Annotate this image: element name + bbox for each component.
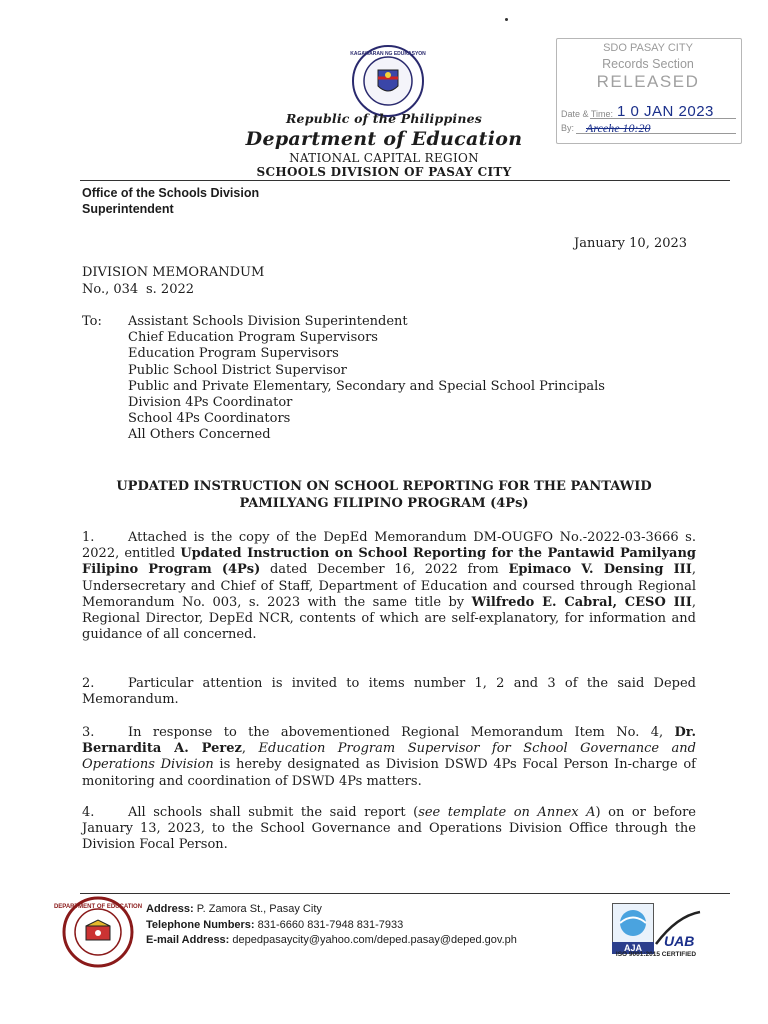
paragraph-text: All schools shall submit the said report (	[128, 805, 419, 820]
paragraph-text: , Regional Director, DepEd NCR, contents of which are self-explanatory, for information and guidance of all concerned.	[82, 594, 696, 643]
recipient-item: Public School District Supervisor	[128, 362, 347, 378]
recipient-item: Chief Education Program Supervisors	[128, 330, 378, 346]
recipient-item: Public and Private Elementary, Secondary and Special School Principals	[128, 378, 605, 394]
stamp-office: SDO PASAY CITY	[603, 42, 693, 54]
iso-certification: ISO 9001:2015 CERTIFIED	[615, 951, 697, 958]
stamp-status: RELEASED	[596, 72, 700, 91]
paragraph-text: dated December 16, 2022 from	[260, 562, 509, 578]
stamp-date-line	[590, 118, 736, 119]
paragraph-text: ) on or before January 13, 2023, to the School Governance and Operations Division Office through the Division Focal Person.	[82, 805, 696, 853]
paragraph-number: 1.	[82, 530, 95, 545]
memo-number: No., 034	[82, 282, 139, 297]
paragraph-italic: Education Program Supervisor for School Governance and Operations Division	[82, 741, 696, 773]
office-name: Office of the Schools Division Superintendent	[82, 186, 260, 216]
recipient-item: Education Program Supervisors	[128, 346, 339, 362]
footer-address-line	[146, 902, 517, 918]
footer-email-line	[146, 933, 517, 949]
paragraph-text: ,	[241, 741, 259, 757]
header-republic: Republic of the Philippines	[285, 111, 483, 126]
footer-address: P. Zamora St., Pasay City	[196, 903, 322, 915]
stamp-date-value: 1 0 JAN 2023	[617, 103, 714, 120]
paragraph-text: , Undersecretary and Chief of Staff, Department of Education and coursed through Regional Memorandum No. 003, s. 2023 with the same title by	[82, 562, 696, 610]
paragraph-2	[82, 676, 696, 708]
footer-email-label: E-mail Address:	[146, 934, 230, 946]
paragraph-bold: Epimaco V. Densing III	[508, 562, 692, 578]
recipient-item: All Others Concerned	[128, 427, 271, 443]
deped-pasay-seal-icon	[53, 896, 143, 968]
svg-text:KAGAWARAN NG EDUKASYON: KAGAWARAN NG EDUKASYON	[350, 51, 426, 57]
scan-speck	[505, 18, 508, 21]
footer-phone-line	[146, 918, 517, 934]
uab-logo-icon	[652, 906, 702, 952]
memo-date: January 10, 2023	[574, 236, 688, 251]
footer-address-label: Address:	[146, 903, 194, 915]
memo-number-line	[82, 281, 264, 298]
footer-phone: 831-6660 831-7948 831-7933	[257, 918, 404, 931]
paragraph-text: is hereby designated as Division DSWD 4Ps Focal Person In-charge of monitoring and coordination of DSWD 4Ps matters.	[82, 757, 696, 789]
svg-text:DEPARTMENT OF EDUCATION: DEPARTMENT OF EDUCATION	[53, 904, 143, 910]
recipient-item: School 4Ps Coordinators	[128, 411, 291, 427]
footer-divider	[80, 893, 730, 894]
stamp-by-label: By:	[561, 123, 575, 133]
aja-label: AJA	[612, 942, 654, 954]
paragraph-number: 4.	[82, 805, 95, 820]
paragraph-1	[82, 530, 696, 643]
paragraph-3	[82, 725, 696, 790]
to-label: To:	[82, 314, 102, 329]
paragraph-text: Particular attention is invited to items number 1, 2 and 3 of the said Deped Memorandum.	[82, 676, 696, 708]
uab-label: UAB	[664, 933, 695, 949]
recipient-list	[128, 314, 605, 444]
header-department: Department of Education	[245, 128, 523, 150]
memo-series: s. 2022	[146, 282, 195, 297]
header-divider	[80, 180, 730, 181]
recipient-item: Division 4Ps Coordinator	[128, 395, 293, 411]
footer-email: depedpasaycity@yahoo.com/deped.pasay@deped.gov.ph	[232, 934, 517, 946]
paragraph-bold: Wilfredo E. Cabral, CESO III	[471, 594, 692, 610]
aja-logo-icon	[612, 903, 654, 943]
memo-type: DIVISION MEMORANDUM	[82, 265, 265, 280]
paragraph-bold: Dr. Bernardita A. Perez	[82, 725, 696, 757]
paragraph-number: 2.	[82, 676, 95, 691]
paragraph-number: 3.	[82, 725, 95, 740]
footer-contact	[146, 902, 517, 949]
deped-seal-icon	[351, 44, 425, 118]
header-division: SCHOOLS DIVISION OF PASAY CITY	[256, 165, 512, 179]
paragraph-text: Attached is the copy of the DepEd Memorandum DM-OUGFO No.-2022-03-3666 s. 2022, entitled	[82, 530, 696, 562]
recipient-item: Assistant Schools Division Superintendent	[128, 314, 408, 329]
stamp-by-line	[576, 133, 736, 134]
memo-heading	[82, 264, 264, 298]
footer-phone-label: Telephone Numbers:	[146, 918, 255, 931]
stamp-section: Records Section	[602, 57, 694, 71]
paragraph-italic: see template on Annex A	[418, 805, 596, 820]
header-region: NATIONAL CAPITAL REGION	[289, 151, 479, 165]
memo-title: UPDATED INSTRUCTION ON SCHOOL REPORTING FOR THE PANTAWID PAMILYANG FILIPINO PROGRAM (4Ps)	[116, 479, 652, 511]
stamp-date-label: Date & Time:	[561, 109, 614, 119]
paragraph-4	[82, 805, 696, 854]
stamp-by-value: Arcehe 10:20	[586, 121, 651, 135]
paragraph-bold: Updated Instruction on School Reporting for the Pantawid Pamilyang Filipino Program (4Ps)	[82, 546, 696, 578]
paragraph-text: In response to the abovementioned Regional Memorandum Item No. 4,	[128, 725, 675, 740]
